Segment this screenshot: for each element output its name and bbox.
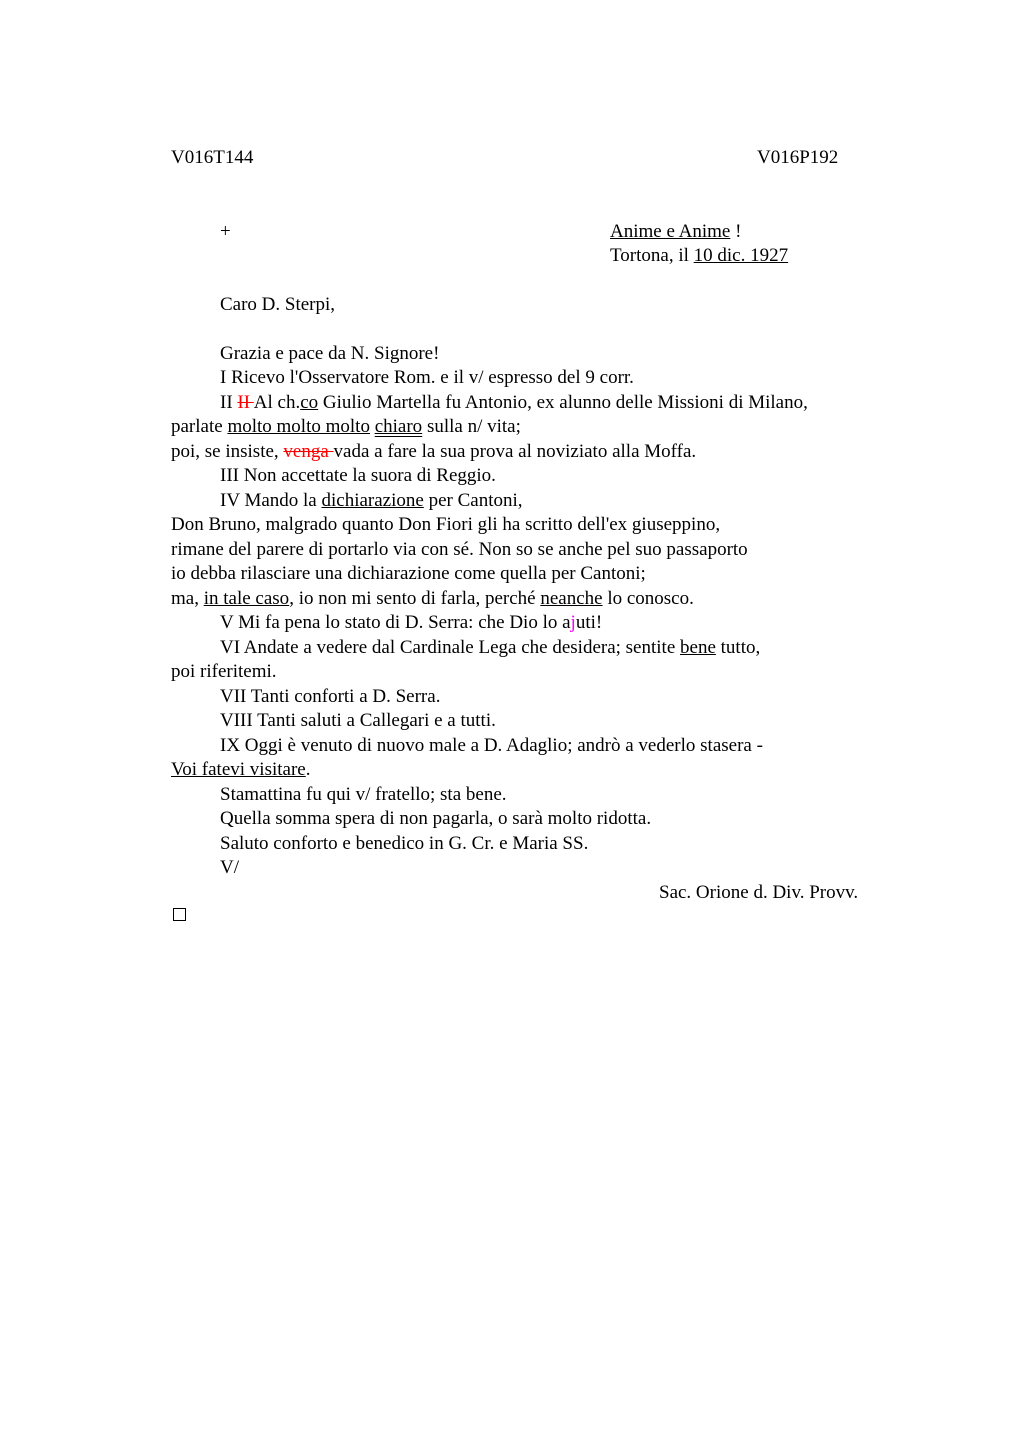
end-box-icon — [173, 908, 186, 921]
chiaro-double-underlined: chiaro — [374, 416, 423, 437]
line-saluto: Saluto conforto e benedico in G. Cr. e Maria SS. — [220, 833, 589, 854]
molto-underlined: molto molto molto — [227, 416, 370, 437]
item-4-prefix: IV Mando la — [220, 490, 322, 511]
cross-mark: + — [220, 221, 231, 242]
item-5-prefix: V Mi fa pena lo stato di D. Serra: che Dio lo a — [220, 612, 571, 633]
item-6-line-2: poi riferitemi. — [171, 661, 277, 682]
item-9-line-2-rest: . — [305, 759, 311, 780]
item-5-j-correction: j — [570, 612, 576, 633]
motto-underlined: Anime e Anime — [610, 221, 731, 242]
line-v: V/ — [220, 857, 239, 878]
motto-rest: ! — [730, 221, 742, 242]
item-2-line-2-rest: sulla n/ vita; — [422, 416, 521, 437]
item-2-line-3 — [171, 440, 696, 464]
item-1: I Ricevo l'Osservatore Rom. e il v/ espresso del 9 corr. — [220, 367, 634, 388]
item-6-rest: tutto, — [715, 637, 761, 658]
item-6-prefix: VI Andate a vedere dal Cardinale Lega che desidera; sentite — [220, 637, 681, 658]
place-date-prefix: Tortona, il — [610, 245, 694, 266]
item-2-deleted: II — [237, 392, 254, 413]
motto — [610, 220, 741, 244]
item-5 — [220, 611, 602, 635]
in-tale-caso-underlined: in tale caso — [203, 588, 290, 609]
item-4-rest: per Cantoni, — [423, 490, 523, 511]
item-3: III Non accettate la suora di Reggio. — [220, 465, 496, 486]
header-left-code: V016T144 — [171, 147, 254, 168]
venga-deleted: venga — [283, 441, 334, 462]
header-right-code: V016P192 — [757, 147, 839, 168]
item-4-line-3: rimane del parere di portarlo via con sé. Non so se anche pel suo passaporto — [171, 539, 748, 560]
item-2-line-3-rest: vada a fare la sua prova al noviziato alla Moffa. — [333, 441, 697, 462]
line-somma: Quella somma spera di non pagarla, o sarà molto ridotta. — [220, 808, 652, 829]
item-5-rest: uti! — [575, 612, 603, 633]
letter-date: 10 dic. 1927 — [693, 245, 789, 266]
place-date — [610, 244, 788, 268]
item-2 — [220, 391, 808, 415]
item-4-line-4: io debba rilasciare una dichiarazione come quella per Cantoni; — [171, 563, 646, 584]
item-4-line-2: Don Bruno, malgrado quanto Don Fiori gli ha scritto dell'ex giuseppino, — [171, 514, 721, 535]
item-2-prefix: II — [220, 392, 238, 413]
signature: Sac. Orione d. Div. Provv. — [659, 882, 859, 903]
item-8: VIII Tanti saluti a Callegari e a tutti. — [220, 710, 496, 731]
item-4-line-5-middle: , io non mi sento di farla, perché — [289, 588, 541, 609]
item-2-co: co — [300, 392, 319, 413]
bene-underlined: bene — [680, 637, 716, 658]
item-2-a: Al ch. — [253, 392, 301, 413]
item-2-line-3-prefix: poi, se insiste, — [171, 441, 284, 462]
item-9: IX Oggi è venuto di nuovo male a D. Adaglio; andrò a vederlo stasera - — [220, 735, 763, 756]
item-7: VII Tanti conforti a D. Serra. — [220, 686, 441, 707]
item-9-line-2 — [171, 758, 310, 782]
item-4-line-5-prefix: ma, — [171, 588, 204, 609]
salutation: Caro D. Sterpi, — [220, 294, 336, 315]
item-2-b: Giulio Martella fu Antonio, ex alunno delle Missioni di Milano, — [318, 392, 808, 413]
greeting: Grazia e pace da N. Signore! — [220, 343, 440, 364]
dichiarazione-underlined: dichiarazione — [321, 490, 424, 511]
item-4 — [220, 489, 523, 513]
item-2-line-2-prefix: parlate — [171, 416, 228, 437]
item-4-line-5-rest: lo conosco. — [602, 588, 694, 609]
voi-fatevi-visitare-underlined: Voi fatevi visitare — [171, 759, 306, 780]
neanche-underlined: neanche — [540, 588, 603, 609]
item-4-line-5 — [171, 587, 694, 611]
item-2-line-2 — [171, 415, 521, 439]
item-6 — [220, 636, 760, 660]
line-fratello: Stamattina fu qui v/ fratello; sta bene. — [220, 784, 507, 805]
